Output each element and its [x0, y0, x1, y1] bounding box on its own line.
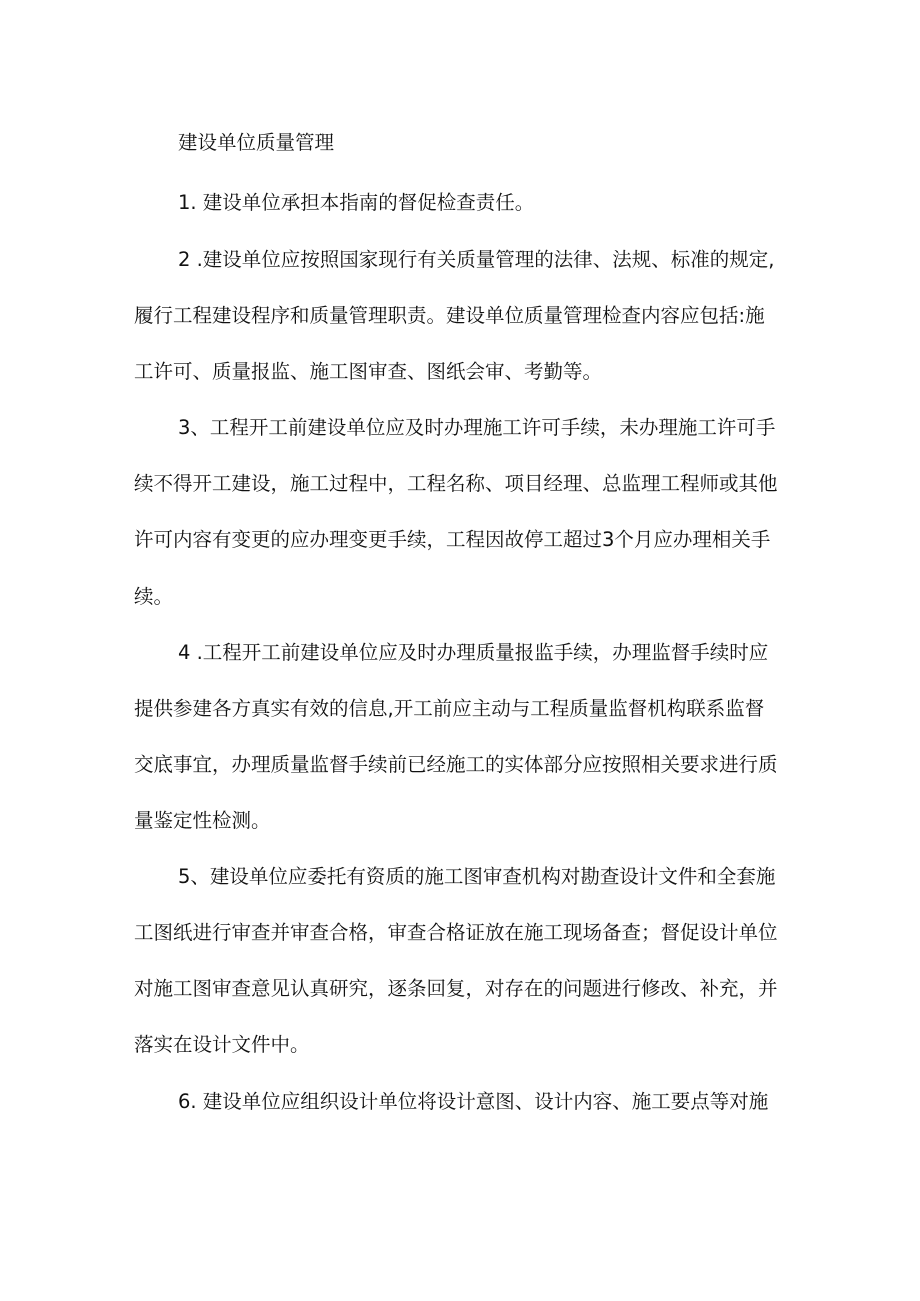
item-3-line-4: 续。	[134, 585, 174, 608]
item-4-line-2: 提供参建各方真实有效的信息,开工前应主动与工程质量监督机构联系监督	[134, 697, 765, 720]
item-3-line-1: 3、工程开工前建设单位应及时办理施工许可手续，未办理施工许可手	[178, 416, 776, 439]
item-6-line-1: 6. 建设单位应组织设计单位将设计意图、设计内容、施工要点等对施	[178, 1090, 769, 1113]
item-5-line-1: 5、建设单位应委托有资质的施工图审查机构对勘查设计文件和全套施	[178, 865, 776, 888]
item-2-line-3: 工许可、质量报监、施工图审查、图纸会审、考勤等。	[134, 360, 603, 383]
item-5-line-2: 工图纸进行审查并审查合格，审查合格证放在施工现场备查；督促设计单位	[134, 921, 778, 944]
item-4-line-1: 4 .工程开工前建设单位应及时办理质量报监手续，办理监督手续时应	[178, 641, 769, 664]
item-1-line-1: 1. 建设单位承担本指南的督促检查责任。	[178, 191, 535, 214]
item-2-line-1: 2 .建设单位应按照国家现行有关质量管理的法律、法规、标准的规定,	[178, 248, 775, 271]
item-3-line-2: 续不得开工建设，施工过程中，工程名称、项目经理、总监理工程师或其他	[134, 472, 778, 495]
item-5-line-4: 落实在设计文件中。	[134, 1033, 310, 1056]
section-heading: 建设单位质量管理	[178, 131, 335, 154]
item-2-line-2: 履行工程建设程序和质量管理职责。建设单位质量管理检查内容应包括:施	[134, 304, 765, 327]
item-5-line-3: 对施工图审查意见认真研究，逐条回复，对存在的问题进行修改、补充，并	[134, 977, 778, 1000]
item-4-line-3: 交底事宜，办理质量监督手续前已经施工的实体部分应按照相关要求进行质	[134, 753, 778, 776]
item-3-line-3: 许可内容有变更的应办理变更手续，工程因故停工超过3个月应办理相关手	[134, 528, 771, 551]
item-4-line-4: 量鉴定性检测。	[134, 809, 271, 832]
